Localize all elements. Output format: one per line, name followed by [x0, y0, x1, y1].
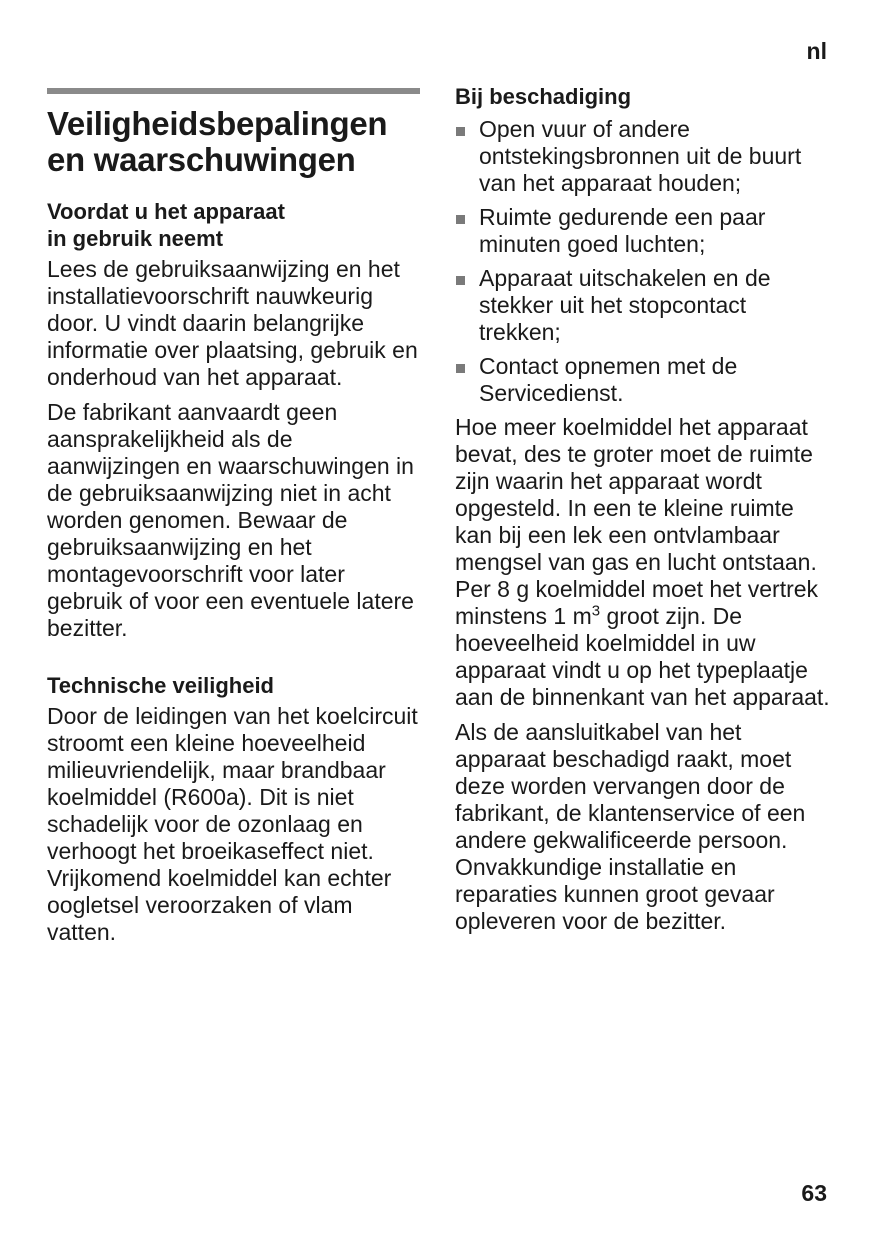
section-heading-before-use-line1: Voordat u het apparaat: [47, 199, 285, 224]
paragraph-read-instructions: Lees de gebruiksaanwijzing en het installatievoorschrift nauwkeurig door. U vindt daarin belangrijke informatie over plaatsing, gebruik en onderhoud van het apparaat.: [47, 256, 418, 390]
title-rule: [47, 88, 420, 94]
page-title-line1: Veiligheidsbepalingen: [47, 105, 388, 142]
section-heading-damage: Bij beschadiging: [455, 84, 632, 109]
section-heading-technical-safety: Technische veiligheid: [47, 673, 274, 698]
list-item-text: Apparaat uitschakelen en de stekker uit het stopcontact trekken;: [479, 265, 771, 345]
paragraph-power-cable: Als de aansluitkabel van het apparaat beschadigd raakt, moet deze worden vervangen door de fabrikant, de klantenservice of een andere gekwalificeerde persoon. Onvakkundige installatie en reparaties kunnen groot gevaar opleveren voor de bezitter.: [455, 719, 806, 934]
left-column: [47, 88, 420, 954]
page-title: [47, 106, 420, 178]
section-heading-before-use-line2: in gebruik neemt: [47, 226, 224, 251]
page-number: 63: [801, 1180, 827, 1206]
superscript-cubed: 3: [591, 602, 601, 620]
paragraph-manufacturer-liability: De fabrikant aanvaardt geen aansprakelijkheid als de aanwijzingen en waarschuwingen in de gebruiksaanwijzing niet in acht worden genomen. Bewaar de gebruiksaanwijzing en het montagevoorschrift voor later gebruik of voor een eventuele latere bezitter.: [47, 399, 414, 641]
paragraph-refrigerant: Door de leidingen van het koelcircuit stroomt een kleine hoeveelheid milieuvriendelijk, maar brandbaar koelmiddel (R600a). Dit is niet schadelijk voor de ozonlaag en verhoogt het broeikaseffect niet. Vrijkomend koelmiddel kan echter oogletsel veroorzaken of vlam vatten.: [47, 703, 418, 945]
square-bullet-icon: [456, 127, 465, 136]
square-bullet-icon: [456, 215, 465, 224]
language-tag: nl: [806, 38, 827, 64]
list-item: [455, 116, 830, 197]
list-item-text: Ruimte gedurende een paar minuten goed luchten;: [479, 204, 766, 257]
list-item-text: Contact opnemen met de Servicedienst.: [479, 353, 738, 406]
square-bullet-icon: [456, 276, 465, 285]
list-item-text: Open vuur of andere ontstekingsbronnen uit de buurt van het apparaat houden;: [479, 116, 802, 196]
list-item: [455, 204, 830, 258]
paragraph-volume-before: Per 8 g koelmiddel moet het vertrek minstens 1 m: [455, 576, 819, 629]
page-title-line2: en waarschuwingen: [47, 141, 356, 178]
paragraph-room-size-text: Hoe meer koelmiddel het apparaat bevat, des te groter moet de ruimte zijn waarin het apparaat wordt opgesteld. In een te kleine ruimte kan bij een lek een ontvlambaar mengsel van gas en lucht ontstaan.: [455, 414, 817, 575]
paragraph-room-size: [455, 414, 830, 711]
section-spacer: [47, 650, 420, 672]
right-column: [455, 83, 830, 943]
square-bullet-icon: [456, 364, 465, 373]
list-item: [455, 353, 830, 407]
paragraph-volume-after: groot zijn. De hoeveelheid koelmiddel in uw apparaat vindt u op het typeplaatje aan de binnenkant van het apparaat.: [455, 603, 830, 710]
list-item: [455, 265, 830, 346]
damage-bullet-list: [455, 116, 830, 407]
section-heading-before-use: [47, 198, 420, 252]
